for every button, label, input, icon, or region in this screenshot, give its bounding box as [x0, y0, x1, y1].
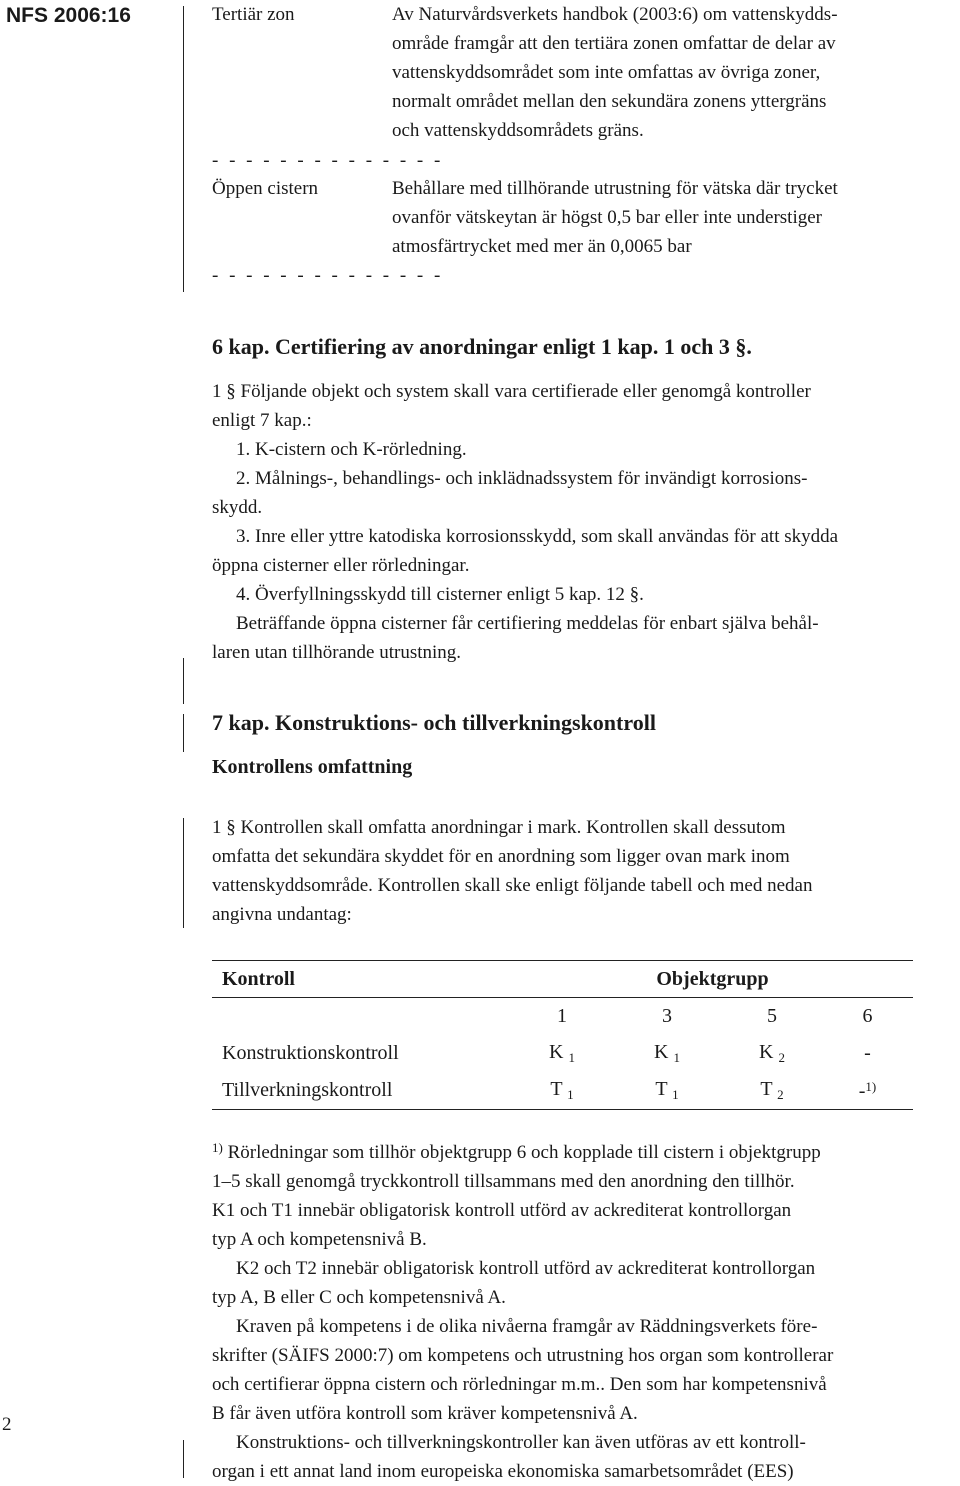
separator-line: - - - - - - - - - - - - - - [212, 265, 444, 286]
group-number: 6 [862, 1005, 873, 1027]
group-number: 3 [662, 1005, 672, 1027]
chapter-6-heading: 6 kap. Certifiering av anordningar enligt 1 kap. 1 och 3 §. [212, 334, 752, 359]
table-row [212, 1035, 913, 1072]
definition-text: Behållare med tillhörande utrustning för vätska där trycket ovanför vätskeytan är högst 0,5 bar eller inte understiger atmosfärtrycket med mer än 0,0065 bar [392, 178, 838, 257]
chapter-6-body: 1 § Följande objekt och system skall vara certifierade eller genomgå kontroller enligt 7 kap.: 1. K-cistern och K-rörledning. 2. Målnings-, behandlings- och inklädnadssystem för invändigt korrosions- skydd. 3. Inre eller yttre katodiska korrosionsskydd, som skall användas för att skydda öppna cisterner eller rörledningar. 4. Överfyllningsskydd till cisterner enligt 5 kap. 12 §. Beträffande öppna cisterner får certifiering meddelas för enbart själva behål- laren utan tillhörande utrustning. [212, 381, 839, 663]
footnote-ref: 1) [865, 1078, 877, 1094]
chapter-7-body: 1 § Kontrollen skall omfatta anordningar i mark. Kontrollen skall dessutom omfatta det sekundära skyddet för en anordning som ligger ovan mark inom vattenskyddsområde. Kontrollen skall ske enligt följande tabell och med nedan angivna undantag: [212, 817, 813, 925]
table-cell: -$^{1)}$ [822, 1072, 913, 1110]
table-header-row [212, 961, 913, 998]
table-cell: - [864, 1042, 871, 1064]
row-label: Konstruktionskontroll [222, 1042, 399, 1064]
change-bar [183, 714, 184, 752]
col-header-kontroll: Kontroll [212, 961, 512, 998]
group-number: 5 [767, 1005, 777, 1027]
chapter-7-heading: 7 kap. Konstruktions- och tillverkningskontroll [212, 710, 656, 735]
table-cell: T $_2$ [722, 1072, 822, 1110]
table-row [212, 1072, 913, 1110]
footnote-marker: 1) [212, 1140, 223, 1155]
table-cell: T $_1$ [512, 1072, 612, 1110]
table-cell: T $_1$ [612, 1072, 722, 1110]
change-bar [183, 6, 184, 292]
change-bar [183, 1440, 184, 1478]
change-bar [183, 818, 184, 928]
table-cell: K $_1$ [549, 1041, 575, 1065]
control-table [212, 960, 913, 1110]
definition-text: Av Naturvårdsverkets handbok (2003:6) om vattenskydds- område framgår att den tertiära zonen omfattar de delar av vattenskyddsområdet som inte omfattas av övriga zoner, normalt området mellan den sekundära zonens yttergräns och vattenskyddsområdets gräns. [392, 4, 838, 141]
table-cell: K $_1$ [654, 1041, 680, 1065]
definition-term: Tertiär zon [212, 4, 295, 25]
group-number: 1 [557, 1005, 567, 1027]
page-number: 2 [2, 1414, 12, 1435]
row-label: Tillverkningskontroll [212, 1072, 512, 1110]
definition-term: Öppen cistern [212, 178, 319, 199]
section-subheading: Kontrollens omfattning [212, 756, 413, 778]
footnotes: $^{1)}$ Rörledningar som tillhör objektgrupp 6 och kopplade till cistern i objektgrupp 1–5 skall genomgå tryckkontroll tillsammans med den anordning den tillhör. K1 och T1 innebär obligatorisk kontroll utförd av ackrediterat kontrollorgan typ A och kompetensnivå B. K2 och T2 innebär obligatorisk kontroll utförd av ackrediterat kontrollorgan typ A, B eller C och kompetensnivå A. Kraven på kompetens i de olika nivåerna framgår av Räddningsverkets före- skrifter (SÄIFS 2000:7) om kompetens och utrustning hos organ som kontrollerar och certifierar öppna cistern och rörledningar m.m.. Den som har kompetensnivå B får även utföra kontroll som kräver kompetensnivå A. Konstruktions- och tillverkningskontroller kan även utföras av ett kontroll- organ i ett annat land inom europeiska ekonomiska samarbetsområdet (EES) [212, 1140, 834, 1482]
document-id: NFS 2006:16 [6, 4, 131, 27]
table-group-row [212, 998, 913, 1036]
separator-line: - - - - - - - - - - - - - - [212, 150, 444, 171]
table-cell: K $_2$ [759, 1041, 785, 1065]
change-bar [183, 658, 184, 704]
col-header-objektgrupp: Objektgrupp [512, 961, 913, 998]
